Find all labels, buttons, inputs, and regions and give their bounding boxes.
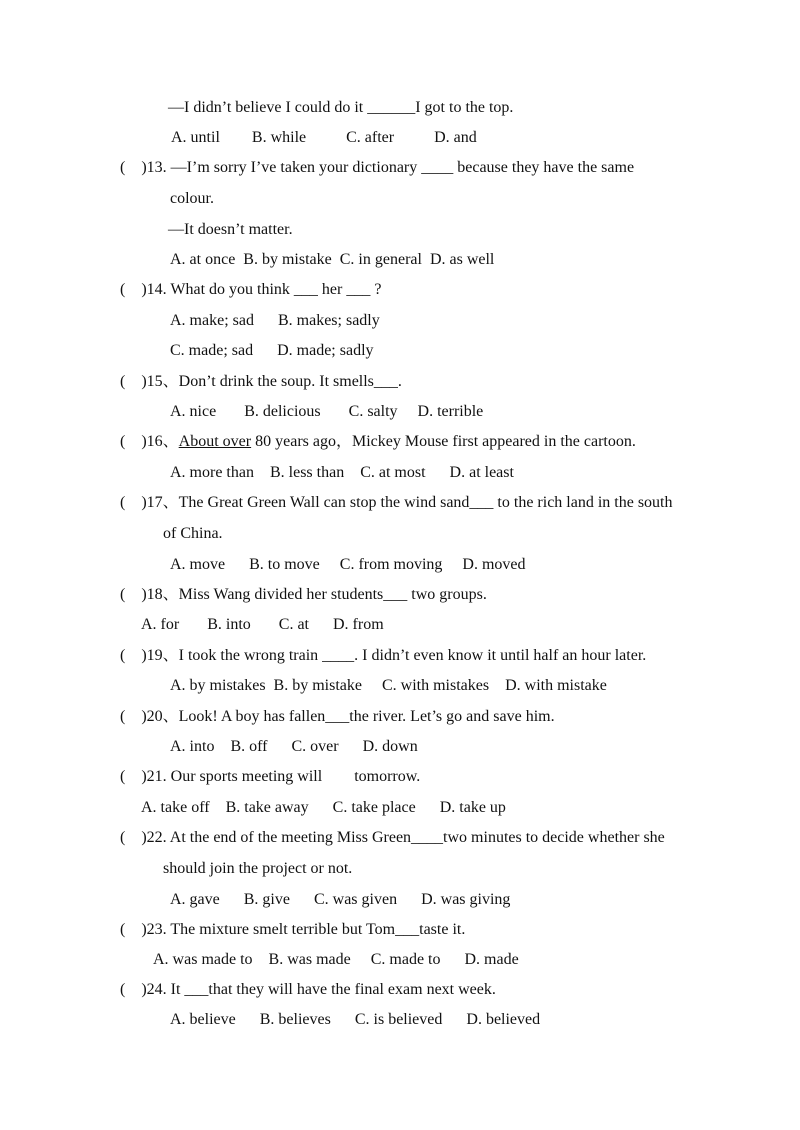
q14-options-1: A. make; sad B. makes; sadly	[170, 312, 380, 329]
q15-stem: ( )15、Don’t drink the soup. It smells___.	[120, 373, 402, 390]
q21-stem: ( )21. Our sports meeting will tomorrow.	[120, 768, 421, 785]
q16-options: A. more than B. less than C. at most D. at least	[170, 464, 514, 481]
q17-stem-cont: of China.	[163, 525, 223, 542]
q14-stem: ( )14. What do you think ___ her ___ ?	[120, 281, 382, 298]
q18-stem: ( )18、Miss Wang divided her students___ two groups.	[120, 586, 487, 603]
q20-options: A. into B. off C. over D. down	[170, 738, 418, 755]
q24-options: A. believe B. believes C. is believed D. believed	[170, 1011, 541, 1028]
q19-stem: ( )19、I took the wrong train ____. I didn’t even know it until half an hour later.	[120, 647, 647, 664]
q13-stem: ( )13. —I’m sorry I’ve taken your dictionary ____ because they have the same	[120, 159, 635, 176]
q20-stem: ( )20、Look! A boy has fallen___the river. Let’s go and save him.	[120, 708, 555, 725]
q16-prefix: ( )16、	[120, 433, 179, 450]
q22-stem: ( )22. At the end of the meeting Miss Green____two minutes to decide whether she	[120, 829, 665, 846]
q24-stem: ( )24. It ___that they will have the final exam next week.	[120, 981, 496, 998]
q13-options: A. at once B. by mistake C. in general D. as well	[170, 251, 495, 268]
q12-options: A. until B. while C. after D. and	[171, 129, 477, 146]
q18-options: A. for B. into C. at D. from	[141, 616, 384, 633]
q16-underlined-phrase: About over	[178, 433, 252, 450]
q21-options: A. take off B. take away C. take place D. take up	[141, 799, 506, 816]
q16-stem	[120, 432, 636, 452]
q13-reply: —It doesn’t matter.	[168, 221, 293, 238]
q12-answer-line: —I didn’t believe I could do it ______I got to the top.	[168, 99, 514, 116]
q17-options: A. move B. to move C. from moving D. moved	[170, 556, 526, 573]
q16-rest: 80 years ago，Mickey Mouse first appeared in the cartoon.	[251, 433, 636, 450]
q14-options-2: C. made; sad D. made; sadly	[170, 342, 374, 359]
q15-options: A. nice B. delicious C. salty D. terrible	[170, 403, 484, 420]
q13-stem-cont: colour.	[170, 190, 214, 207]
q22-options: A. gave B. give C. was given D. was giving	[170, 891, 511, 908]
q23-options: A. was made to B. was made C. made to D. made	[153, 951, 519, 968]
q23-stem: ( )23. The mixture smelt terrible but Tom___taste it.	[120, 921, 466, 938]
q22-stem-cont: should join the project or not.	[163, 860, 353, 877]
q19-options: A. by mistakes B. by mistake C. with mistakes D. with mistake	[170, 677, 607, 694]
q17-stem: ( )17、The Great Green Wall can stop the wind sand___ to the rich land in the south	[120, 494, 673, 511]
